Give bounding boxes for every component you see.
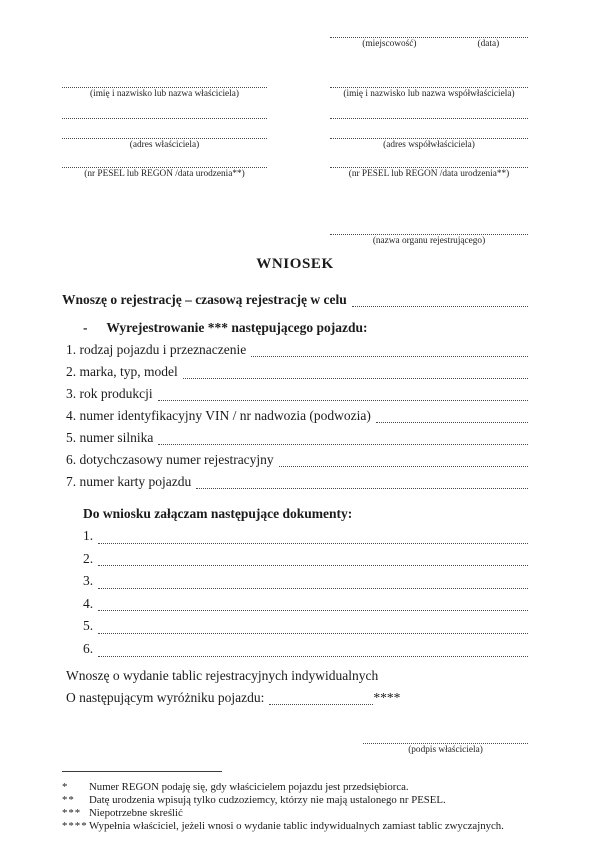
vehicle-field-row [62,383,528,405]
owner-name-label: (imię i nazwisko lub nazwa właściciela) [90,89,239,99]
deregistration-text: Wyrejestrowanie *** następującego pojazdu: [106,320,368,335]
vehicle-field-label: 6. dotychczasowy numer rejestracyjny [66,452,274,467]
footnote-text: Wypełnia właściciel, jeżeli wnosi o wydanie tablic indywidualnych zamiast tablic zwyczajnych. [89,819,504,832]
signature-block [363,743,528,756]
footnote-text: Niepotrzebne skreślić [89,806,183,819]
vehicle-field-row [62,427,528,449]
place-date-block [330,30,528,50]
attachment-row [62,615,528,638]
plates-request-line1: Wnoszę o wydanie tablic rejestracyjnych indywidualnych [66,667,379,683]
attachment-number: 5. [83,618,94,634]
vehicle-vin-field[interactable] [376,405,528,423]
footnote-marker: ** [62,793,75,806]
vehicle-engine-number-field[interactable] [158,427,528,445]
attachment-row [62,570,528,593]
footnote-separator [62,771,222,772]
footnote-text: Datę urodzenia wpisują tylko cudzoziemcy, którzy nie mają ustalonego nr PESEL. [89,793,446,806]
footnote-marker: * [62,780,69,793]
footnote [62,794,528,807]
place-date-labels [330,38,528,50]
request-intro-row [62,289,528,311]
attachments-heading: Do wniosku załączam następujące dokumenty: [83,506,353,521]
footnote [62,807,528,820]
deregistration-row [62,317,528,339]
plates-request-line2 [66,687,528,709]
attachment-field-3[interactable] [98,570,528,589]
vehicle-field-row [62,449,528,471]
footnote-marker: *** [62,806,82,819]
footnote [62,820,528,833]
vehicle-year-field[interactable] [158,383,528,401]
attachment-number: 6. [83,640,94,656]
vehicle-field-row [62,471,528,493]
attachment-number: 4. [83,595,94,611]
coowner-pesel-label: (nr PESEL lub REGON /data urodzenia**) [348,169,510,179]
plates-request-section [62,665,528,709]
vehicle-field-row [62,361,528,383]
footnote-marker: **** [62,819,88,832]
vehicle-field-label: 3. rok produkcji [66,386,153,401]
attachments-list [62,525,528,661]
vehicle-card-number-field[interactable] [196,471,528,489]
vehicle-type-field[interactable] [251,339,528,357]
plates-prefix-text: O następującym wyróżniku pojazdu: [66,689,265,705]
owner-pesel-label: (nr PESEL lub REGON /data urodzenia**) [84,169,245,179]
authority-block [330,234,528,247]
attachment-row [62,525,528,548]
attachment-row [62,548,528,571]
vehicle-current-plate-field[interactable] [279,449,528,467]
attachment-field-6[interactable] [98,638,528,657]
signature-label: (podpis właściciela) [408,744,483,755]
attachment-number: 3. [83,573,94,589]
vehicle-fields-list [62,339,528,493]
coowner-name-label: (imię i nazwisko lub nazwa współwłaściciela) [343,89,515,99]
attachment-field-4[interactable] [98,593,528,612]
form-title: WNIOSEK [256,256,334,272]
coowner-block [330,87,528,180]
vehicle-field-label: 1. rodzaj pojazdu i przeznaczenie [66,342,247,357]
attachment-field-5[interactable] [98,615,528,634]
date-label: (data) [477,39,500,49]
footnote [62,781,528,794]
owners-section [62,87,528,180]
vehicle-field-label: 2. marka, typ, model [66,364,178,379]
authority-label: (nazwa organu rejestrującego) [372,236,486,246]
vehicle-field-row [62,339,528,361]
coowner-address-label: (adres współwłaściciela) [383,140,475,150]
request-intro-text: Wnoszę o rejestrację – czasową rejestrację w celu [62,292,347,307]
plate-distinguisher-field[interactable] [269,687,373,705]
footnote-text: Numer REGON podaję się, gdy właścicielem pojazdu jest przedsiębiorca. [89,780,409,793]
place-label: (miejscowość) [362,39,417,49]
attachment-row [62,638,528,661]
place-date-field[interactable] [330,30,528,38]
owner-block [62,87,267,180]
vehicle-field-label: 4. numer identyfikacyjny VIN / nr nadwozia (podwozia) [66,408,371,423]
attachment-row [62,593,528,616]
vehicle-make-field[interactable] [183,361,528,379]
vehicle-field-label: 5. numer silnika [66,430,154,445]
vehicle-field-row [62,405,528,427]
attachment-number: 2. [83,550,94,566]
footnotes-section [62,781,528,833]
owner-address-field-1[interactable] [62,118,267,119]
owner-address-label: (adres właściciela) [129,140,200,150]
deregistration-dash: - [83,320,88,335]
plates-asterisks: **** [373,689,401,705]
attachment-number: 1. [83,528,94,543]
vehicle-field-label: 7. numer karty pojazdu [66,474,192,489]
coowner-address-field-1[interactable] [330,118,528,119]
attachment-field-1[interactable] [98,525,528,544]
registration-purpose-field[interactable] [352,289,528,307]
attachment-field-2[interactable] [98,548,528,567]
